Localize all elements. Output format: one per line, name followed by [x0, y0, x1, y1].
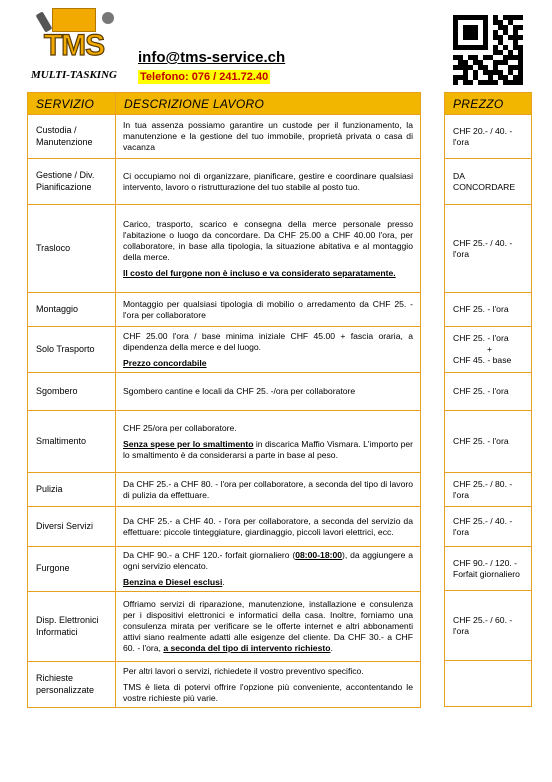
price-text: CHF 45. - base [453, 355, 512, 365]
price-row [445, 547, 532, 591]
service-name: Smaltimento [28, 411, 116, 473]
service-description [116, 327, 421, 373]
price-text: Forfait giornaliero [453, 568, 520, 579]
email-link[interactable]: info@tms-service.ch [138, 49, 286, 66]
table-row [28, 205, 421, 293]
price-text: CHF 25.- / 40. - l'ora [453, 237, 513, 259]
service-name: Diversi Servizi [28, 507, 116, 547]
price-cell [445, 591, 532, 661]
description-text [123, 439, 413, 461]
description-text: . [222, 577, 225, 587]
price-cell [445, 293, 532, 327]
phone-number: Telefono: 076 / 241.72.40 [140, 71, 269, 83]
price-text: CHF 25. - l'ora [453, 304, 509, 314]
description-text: Da CHF 90.- a CHF 120.- forfait giornaliero ( [123, 550, 296, 560]
qr-code[interactable] [453, 15, 523, 85]
description-emphasis: Benzina e Diesel esclusi [123, 577, 223, 587]
price-cell [445, 159, 532, 205]
table-row [28, 293, 421, 327]
description-text: Montaggio per qualsiasi tipologia di mobilio o arredamento da CHF 25. - l'ora per collaboratore [123, 298, 413, 320]
service-name: Pulizia [28, 473, 116, 507]
price-row [445, 159, 532, 205]
service-name: Disp. Elettronici Informatici [28, 592, 116, 662]
price-text: CHF 25.- / 80. - l'ora [453, 478, 513, 500]
services-table [27, 92, 421, 708]
description-emphasis: Prezzo concordabile [123, 357, 207, 368]
price-cell [445, 115, 532, 159]
service-name: Richieste personalizzate [28, 662, 116, 708]
description-text: Da CHF 25.- a CHF 40. - l'ora per collaboratore, a seconda del servizio da effettuare: piccole tinteggiature, giardinaggio, piccoli lavori elettrici, ecc. [123, 515, 413, 537]
description-text: CHF 25/ora per collaboratore. [123, 422, 237, 433]
price-header-row [445, 93, 532, 115]
table-row [28, 327, 421, 373]
service-description [116, 373, 421, 411]
description-text: Carico, trasporto, scarico e consegna della merce personale presso l'abitazione o luogo da concordare. Da CHF 25.00 a CHF 40.00 l'ora, per collaboratore, in base alla tipologia, la situazione abitativa e al montaggio della merce. [123, 218, 413, 262]
service-description [116, 293, 421, 327]
price-row [445, 327, 532, 373]
description-emphasis: 08:00-18:00 [295, 550, 343, 560]
price-text: + [487, 344, 493, 354]
service-name: Sgombero [28, 373, 116, 411]
gear-icon [102, 12, 114, 24]
description-text: ), da aggiungere a ogni servizio elencato. [123, 550, 413, 571]
description-text: In tua assenza possiamo garantire un custode per il funzionamento, la manutenzione e la gestione del tuo immobile, proprietà privata o casa di vacanza [123, 120, 413, 152]
price-row [445, 591, 532, 661]
description-text: CHF 25.00 l'ora / base minima iniziale CHF 45.00 + fascia oraria, a dipendenza della merce e del luogo. [123, 330, 413, 352]
description-text: Per altri lavori o servizi, richiedete il vostro preventivo specifico. [123, 665, 364, 676]
description-text [123, 577, 413, 588]
service-description [116, 115, 421, 159]
table-row [28, 592, 421, 662]
description-emphasis: a seconda del tipo di intervento richiesto [163, 643, 331, 653]
table-row [28, 373, 421, 411]
header-price: PREZZO [445, 93, 532, 115]
table-row [28, 411, 421, 473]
price-text: CHF 25. - l'ora [453, 386, 509, 396]
service-name: Montaggio [28, 293, 116, 327]
price-row [445, 473, 532, 507]
table-row [28, 115, 421, 159]
service-description [116, 159, 421, 205]
service-description [116, 473, 421, 507]
service-name: Gestione / Div. Pianificazione [28, 159, 116, 205]
header-description: DESCRIZIONE LAVORO [116, 93, 421, 115]
price-cell [445, 327, 532, 373]
description-text: TMS è lieta di potervi offrire l'opzione più conveniente, accontentando le vostre richieste più varie. [123, 681, 413, 703]
price-cell [445, 473, 532, 507]
description-text: Offriamo servizi di riparazione, manutenzione, installazione e consulenza per i dispositivi elettronici e informatici della casa. Inoltre, forniamo una consulenza mirata per verificare se le offerte internet e altri abbonamenti attivi siano realmente adatti alle esigenze del cliente. Da CHF 30.- a CHF 60. - l'ora, [123, 599, 413, 653]
logo-title: TMS [43, 29, 105, 62]
price-row [445, 293, 532, 327]
description-text [123, 599, 413, 654]
price-cell [445, 205, 532, 293]
description-text: . [330, 643, 333, 653]
description-text [123, 550, 413, 572]
description-text: Sgombero cantine e locali da CHF 25. -/ora per collaboratore [123, 386, 356, 396]
price-text: CHF 25. - l'ora [453, 333, 509, 343]
price-table [444, 92, 532, 707]
price-cell [445, 373, 532, 411]
service-description [116, 507, 421, 547]
price-cell [445, 661, 532, 707]
price-row [445, 373, 532, 411]
service-description [116, 547, 421, 592]
price-text: CHF 90.- / 120. - [453, 557, 517, 568]
price-cell [445, 411, 532, 473]
table-row [28, 662, 421, 708]
table-row [28, 547, 421, 592]
logo-subtitle: MULTI-TASKING [31, 69, 117, 81]
price-text: DA CONCORDARE [453, 170, 516, 192]
service-description [116, 205, 421, 293]
table-row [28, 159, 421, 205]
price-row [445, 115, 532, 159]
price-row [445, 661, 532, 707]
price-text: CHF 25.- / 40. - l'ora [453, 515, 513, 537]
price-cell [445, 507, 532, 547]
description-text: Ci occupiamo noi di organizzare, pianificare, gestire e coordinare qualsiasi intervento, lavoro o ristrutturazione del tuo stabile al posto tuo. [123, 170, 413, 192]
price-row [445, 507, 532, 547]
price-cell [445, 547, 532, 591]
description-emphasis: Il costo del furgone non è incluso e va considerato separatamente. [123, 267, 396, 278]
service-name: Trasloco [28, 205, 116, 293]
table-row [28, 473, 421, 507]
service-name: Solo Trasporto [28, 327, 116, 373]
price-text: CHF 25. - l'ora [453, 436, 509, 446]
table-row [28, 507, 421, 547]
header-service: SERVIZIO [28, 93, 116, 115]
service-description [116, 592, 421, 662]
service-name: Furgone [28, 547, 116, 592]
price-row [445, 205, 532, 293]
table-header-row [28, 93, 421, 115]
service-description [116, 662, 421, 708]
description-emphasis: Senza spese per lo smaltimento [123, 438, 254, 449]
company-logo [22, 6, 126, 86]
service-description [116, 411, 421, 473]
price-row [445, 411, 532, 473]
price-text: CHF 20.- / 40. - l'ora [453, 125, 513, 147]
description-text: in discarica Maffio Vismara. L'importo per lo smaltimento è da considerarsi a parte in base al peso. [123, 438, 413, 460]
description-text: Da CHF 25.- a CHF 80. - l'ora per collaboratore, a seconda del tipo di lavoro di pulizia da effettuare. [123, 478, 413, 500]
service-name: Custodia / Manutenzione [28, 115, 116, 159]
price-text: CHF 25.- / 60. - l'ora [453, 614, 513, 636]
